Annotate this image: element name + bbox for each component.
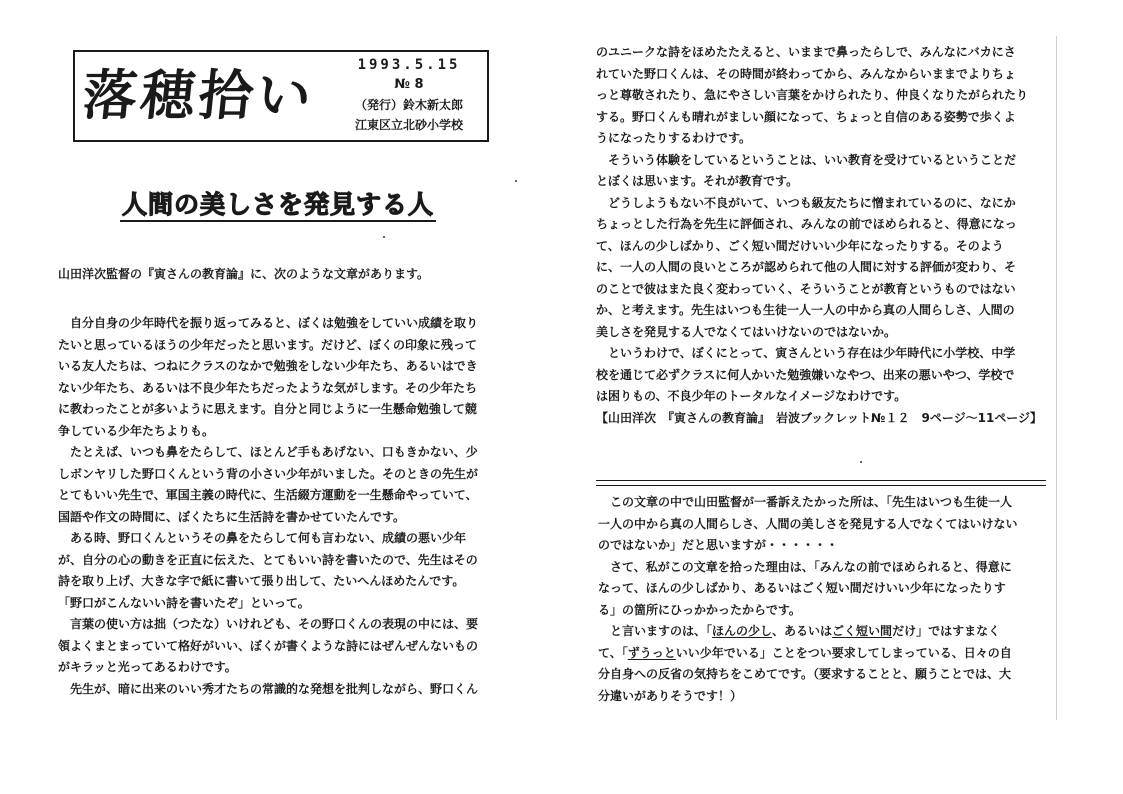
text-line: っと尊敬されたり、急にやさしい言葉をかけられたり、仲良くなりたがられたり bbox=[596, 88, 1029, 102]
text-line: 校を通じて必ずクラスに何人かいた勉強嫌いなやつ、出来の悪いやつ、学校で bbox=[596, 367, 1015, 382]
text-line: さて、私がこの文章を拾った理由は、「みんなの前でほめられると、得意に bbox=[598, 559, 1012, 574]
headline-underline bbox=[120, 220, 436, 222]
text-line: なって、ほんの少しばかり、あるいはごく短い間だけいい少年になったりす bbox=[598, 581, 1006, 595]
page-edge-line bbox=[1056, 36, 1057, 720]
text-line: うになったりするわけです。 bbox=[596, 131, 752, 145]
masthead-box bbox=[73, 50, 489, 142]
text-line: のユニークな詩をほめたたえると、いままで鼻ったらしで、みんなにバカにさ bbox=[596, 45, 1016, 59]
text-line: ちょっとした行為を先生に評価され、みんなの前でほめられると、得意になっ bbox=[596, 217, 1017, 231]
text-fragment: だけ」ではすまなく bbox=[892, 624, 1001, 638]
text-line: 自分自身の少年時代を振り返ってみると、ぼくは勉強をしていい成績を取り bbox=[58, 316, 479, 330]
scan-speck bbox=[515, 180, 517, 182]
text-line: 詩を取り上げ、大きな字で紙に書いて張り出して、たいへんほめたんです。 bbox=[58, 574, 465, 588]
text-fragment: 、あるいは bbox=[772, 624, 833, 638]
section-divider bbox=[596, 480, 1046, 486]
text-line: 「野口がこんないい詩を書いたぞ」といって。 bbox=[58, 595, 310, 610]
newsletter-title: 落穂拾い bbox=[79, 63, 319, 127]
text-line: のではないか」だと思いますが・・・・・・ bbox=[598, 538, 839, 552]
text-line: て、ほんの少しばかり、ごく短い間だけいい少年になったりする。そのよう bbox=[596, 238, 1004, 253]
text-line: いる友人たちは、つねにクラスのなかで勉強をしない少年たち、あるいはでき bbox=[58, 359, 478, 373]
scan-speck bbox=[383, 236, 385, 238]
underlined-phrase: ほんの少し bbox=[712, 624, 773, 638]
text-line: る」の箇所にひっかかったからです。 bbox=[598, 602, 801, 617]
text-line: か、と考えます。先生はいつも生徒一人一人の中から真の人間らしさ、人間の bbox=[596, 303, 1015, 317]
text-line: に教わったことが多いように思えます。自分と同じように一生懸命勉強して競 bbox=[58, 402, 477, 416]
text-line: しボンヤリした野口くんという背の小さい少年がいました。そのときの先生が bbox=[58, 466, 479, 481]
text-fragment: と言いますのは、「 bbox=[598, 624, 713, 638]
article-headline: 人間の美しさを発見する人 bbox=[121, 190, 434, 219]
text-line: 美しさを発見する人でなくてはいけないのではないか。 bbox=[596, 324, 897, 339]
text-fragment: て、「 bbox=[598, 645, 628, 660]
issue-date: 1993.5.15 bbox=[357, 57, 461, 73]
text-line: に、一人の人間の良いところが認められて他の人間に対する評価が変わり、そ bbox=[596, 260, 1017, 274]
intro-paragraph bbox=[58, 264, 516, 286]
intro-line: 山田洋次監督の『寅さんの教育論』に、次のような文章があります。 bbox=[58, 267, 430, 281]
text-line: 争している少年たちよりも。 bbox=[58, 423, 215, 438]
text-line: 先生が、暗に出来のいい秀才たちの常識的な発想を批判しながら、野口くん bbox=[58, 681, 479, 696]
text-line: 国語や作文の時間に、ぼくたちに生活詩を書かせていたんです。 bbox=[58, 509, 406, 524]
text-line: 一人の中から真の人間らしさ、人間の美しさを発見する人でなくてはいけない bbox=[598, 516, 1018, 531]
text-line: この文章の中で山田監督が一番訴えたかった所は、「先生はいつも生徒一人 bbox=[598, 495, 1013, 509]
text-line: ある時、野口くんというその鼻をたらして何も言わない、成績の悪い少年 bbox=[58, 531, 467, 545]
commentary-section bbox=[598, 492, 1056, 707]
issue-number: № 8 bbox=[394, 77, 424, 92]
school-name: 江東区立北砂小学校 bbox=[354, 118, 463, 132]
text-line: のことで彼はまた良く変わっていく、そういうことが教育というものではない bbox=[596, 281, 1016, 296]
quote-right-column bbox=[596, 42, 1056, 429]
scan-speck bbox=[860, 461, 862, 463]
masthead-meta bbox=[339, 55, 479, 135]
text-line: とぼくは思います。それが教育です。 bbox=[596, 174, 799, 188]
text-line bbox=[598, 643, 1056, 665]
text-line: する。野口くんも晴れがましい顔になって、ちょっと自信のある姿勢で歩くよ bbox=[596, 109, 1016, 124]
text-line: れていた野口くんは、その時間が終わってから、みんなからいままでよりちょ bbox=[596, 66, 1016, 81]
text-line: は困りもの、不良少年のトータルなイメージなわけです。 bbox=[596, 389, 907, 403]
quote-left-column bbox=[58, 313, 516, 700]
underlined-phrase: ごく短い間 bbox=[832, 624, 893, 638]
text-line bbox=[598, 621, 1056, 643]
text-line: ない少年たち、あるいは不良少年たちだったような気がします。その少年たち bbox=[58, 380, 478, 395]
text-line: とてもいい先生で、軍国主義の時代に、生活綴方運動を一生懸命やっていて、 bbox=[58, 488, 478, 502]
text-line: というわけで、ぼくにとって、寅さんという存在は少年時代に小学校、中学 bbox=[596, 346, 1016, 360]
text-line: 分違いがありそうです！） bbox=[598, 688, 743, 703]
text-fragment: いい少年でいる」ことをつい要求してしまっている、日々の自 bbox=[675, 645, 1012, 660]
text-line: たとえば、いつも鼻をたらして、ほとんど手もあげない、口もきかない、少 bbox=[58, 445, 478, 459]
publisher: （発行）鈴木新太郎 bbox=[354, 98, 463, 112]
text-line: がキラッと光ってあるわけです。 bbox=[58, 660, 237, 674]
text-line: 分自身への反省の気持ちをこめてです。（要求することと、願うことでは、大 bbox=[598, 667, 1012, 681]
text-line: 言葉の使い方は拙（つたな）いけれども、その野口くんの表現の中には、要 bbox=[58, 617, 479, 631]
text-line: 領よくまとまっていて格好がいい、ぼくが書くような詩にはぜんぜんないもの bbox=[58, 638, 479, 653]
underlined-phrase: ずうっと bbox=[627, 645, 676, 660]
text-line: どうしようもない不良がいて、いつも級友たちに憎まれているのに、なにか bbox=[596, 195, 1016, 210]
text-line: たいと思っているほうの少年だったと思います。だけど、ぼくの印象に残って bbox=[58, 337, 478, 352]
text-line: が、自分の心の動きを正直に伝えた、とてもいい詩を書いたので、先生はその bbox=[58, 552, 478, 567]
text-line: そういう体験をしているということは、いい教育を受けているということだ bbox=[596, 152, 1017, 167]
source-citation: 【山田洋次 『寅さんの教育論』 岩波ブックレット№１２ 9ページ～11ページ】 bbox=[596, 410, 1043, 425]
